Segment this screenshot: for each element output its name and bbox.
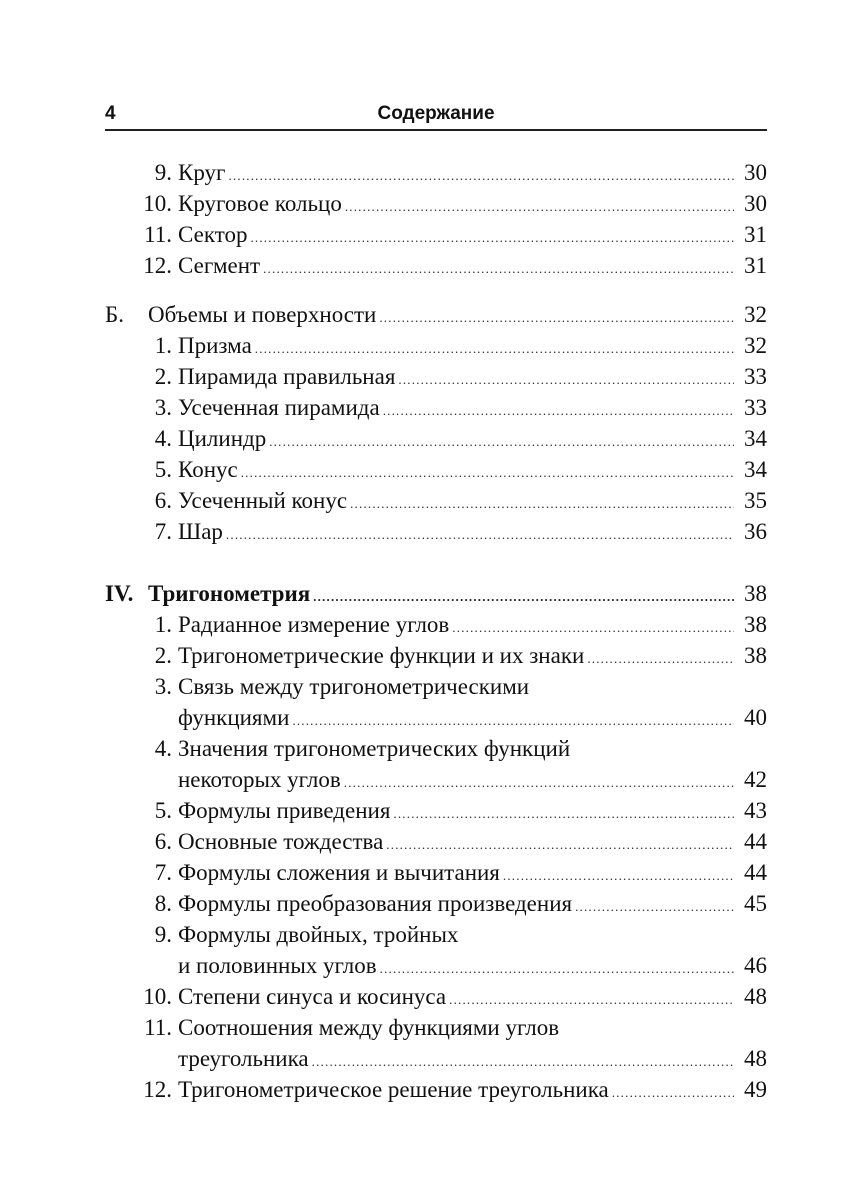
entry-title: Сектор	[178, 222, 248, 247]
dot-leader	[503, 860, 734, 891]
toc-section-b[interactable]	[105, 299, 767, 330]
entry-title: Шар	[178, 519, 223, 544]
entry-number: 2.	[154, 643, 172, 668]
entry-title: Тригонометрическое решение треугольника	[178, 1077, 609, 1102]
dot-leader	[398, 364, 734, 395]
toc-entry-trig-values-cont[interactable]	[105, 764, 767, 795]
entry-title: Основные тождества	[178, 829, 384, 854]
dot-leader	[255, 333, 734, 364]
entry-page: 43	[744, 798, 767, 823]
entry-title: Круг	[178, 160, 226, 185]
toc-entry-trig-relations-cont[interactable]	[105, 702, 767, 733]
toc-entry-identities[interactable]	[105, 826, 767, 857]
dot-leader	[269, 426, 734, 457]
entry-page: 30	[744, 191, 767, 216]
toc-entry-sector[interactable]	[105, 219, 767, 250]
entry-title-continued: треугольника	[178, 1046, 309, 1071]
dot-leader	[350, 488, 734, 519]
toc-entry-truncated-cone[interactable]	[105, 485, 767, 516]
entry-title: Формулы сложения и вычитания	[178, 860, 500, 885]
dot-leader	[575, 891, 734, 922]
entry-number: 3.	[154, 674, 172, 699]
dot-leader	[313, 581, 734, 612]
entry-page: 45	[744, 891, 767, 916]
entry-number: 10.	[143, 984, 172, 1009]
entry-number: 4.	[154, 426, 172, 451]
dot-leader	[226, 519, 734, 550]
toc-entry-addition-formulas[interactable]	[105, 857, 767, 888]
section-title: Тригонометрия	[148, 581, 311, 606]
entry-number: 12.	[143, 253, 172, 278]
entry-number: 11.	[144, 1015, 172, 1040]
table-of-contents	[105, 157, 767, 1105]
toc-entry-trig-relations[interactable]	[105, 671, 767, 702]
entry-page: 30	[744, 160, 767, 185]
entry-page: 48	[744, 1046, 767, 1071]
entry-number: 5.	[154, 798, 172, 823]
entry-page: 33	[744, 395, 767, 420]
section-page: 32	[744, 302, 767, 327]
toc-section-iv[interactable]	[105, 578, 767, 609]
dot-leader	[312, 1046, 734, 1077]
dot-leader	[452, 612, 734, 643]
entry-title-continued: функциями	[178, 705, 290, 730]
dot-leader	[241, 457, 734, 488]
entry-page: 32	[744, 333, 767, 358]
entry-title: Цилиндр	[178, 426, 267, 451]
entry-page: 34	[744, 426, 767, 451]
toc-entry-powers[interactable]	[105, 981, 767, 1012]
toc-entry-sphere[interactable]	[105, 516, 767, 547]
entry-title: Усеченная пирамида	[178, 395, 380, 420]
toc-entry-pyramid[interactable]	[105, 361, 767, 392]
dot-leader	[393, 798, 734, 829]
entry-page: 44	[744, 829, 767, 854]
entry-number: 7.	[154, 860, 172, 885]
toc-entry-radian-measure[interactable]	[105, 609, 767, 640]
toc-entry-circle[interactable]	[105, 157, 767, 188]
dot-leader	[383, 395, 734, 426]
toc-entry-triangle-solution[interactable]	[105, 1074, 767, 1105]
section-number: Б.	[105, 302, 124, 327]
entry-page: 46	[744, 953, 767, 978]
section-page: 38	[744, 581, 767, 606]
section-title: Объемы и поверхности	[148, 302, 377, 327]
entry-number: 2.	[154, 364, 172, 389]
dot-leader	[449, 984, 734, 1015]
entry-title: Связь между тригонометрическими	[178, 674, 530, 699]
entry-number: 1.	[154, 612, 172, 637]
entry-page: 33	[744, 364, 767, 389]
toc-entry-prism[interactable]	[105, 330, 767, 361]
entry-page: 35	[744, 488, 767, 513]
entry-title: Соотношения между функциями углов	[178, 1015, 560, 1040]
entry-title: Радианное измерение углов	[178, 612, 450, 637]
entry-title: Усеченный конус	[178, 488, 348, 513]
entry-number: 6.	[154, 829, 172, 854]
entry-page: 36	[744, 519, 767, 544]
dot-leader	[379, 302, 734, 333]
entry-page: 49	[744, 1077, 767, 1102]
entry-page: 34	[744, 457, 767, 482]
page-number: 4	[105, 103, 116, 124]
toc-entry-trig-functions[interactable]	[105, 640, 767, 671]
entry-title: Формулы приведения	[178, 798, 391, 823]
entry-title: Пирамида правильная	[178, 364, 396, 389]
entry-number: 9.	[154, 922, 172, 947]
entry-title: Круговое кольцо	[178, 191, 342, 216]
toc-entry-cylinder[interactable]	[105, 423, 767, 454]
header-rule	[105, 129, 767, 131]
toc-entry-cone[interactable]	[105, 454, 767, 485]
toc-entry-truncated-pyramid[interactable]	[105, 392, 767, 423]
toc-entry-trig-values[interactable]	[105, 733, 767, 764]
entry-title: Тригонометрические функции и их знаки	[178, 643, 585, 668]
toc-entry-multiple-angles[interactable]	[105, 919, 767, 950]
entry-number: 3.	[154, 395, 172, 420]
dot-leader	[250, 222, 734, 253]
entry-title: Формулы преобразования произведения	[178, 891, 573, 916]
toc-entry-triangle-relations-cont[interactable]	[105, 1043, 767, 1074]
toc-entry-reduction-formulas[interactable]	[105, 795, 767, 826]
entry-title: Конус	[178, 457, 238, 482]
entry-number: 7.	[154, 519, 172, 544]
entry-title: Степени синуса и косинуса	[178, 984, 447, 1009]
entry-number: 1.	[154, 333, 172, 358]
toc-entry-annulus[interactable]	[105, 188, 767, 219]
entry-number: 9.	[154, 160, 172, 185]
toc-entry-multiple-angles-cont[interactable]	[105, 950, 767, 981]
entry-page: 38	[744, 643, 767, 668]
entry-number: 10.	[143, 191, 172, 216]
running-header	[105, 101, 767, 127]
entry-title-continued: и половинных углов	[178, 953, 377, 978]
entry-number: 5.	[154, 457, 172, 482]
dot-leader	[228, 160, 734, 191]
entry-number: 11.	[144, 222, 172, 247]
entry-title: Призма	[178, 333, 252, 358]
entry-page: 40	[744, 705, 767, 730]
entry-page: 42	[744, 767, 767, 792]
entry-title: Значения тригонометрических функций	[178, 736, 571, 761]
section-number: IV.	[105, 581, 134, 606]
entry-page: 48	[744, 984, 767, 1009]
entry-number: 8.	[154, 891, 172, 916]
spacer	[105, 547, 767, 578]
entry-title-continued: некоторых углов	[178, 767, 341, 792]
dot-leader	[345, 191, 734, 222]
entry-page: 38	[744, 612, 767, 637]
dot-leader	[612, 1077, 734, 1108]
dot-leader	[263, 253, 734, 284]
entry-title: Формулы двойных, тройных	[178, 922, 459, 947]
toc-entry-triangle-relations[interactable]	[105, 1012, 767, 1043]
entry-number: 12.	[143, 1077, 172, 1102]
entry-number: 6.	[154, 488, 172, 513]
entry-title: Сегмент	[178, 253, 261, 278]
running-title: Содержание	[377, 103, 495, 124]
entry-page: 31	[744, 222, 767, 247]
toc-entry-product-formulas[interactable]	[105, 888, 767, 919]
entry-number: 4.	[154, 736, 172, 761]
entry-page: 44	[744, 860, 767, 885]
dot-leader	[344, 767, 734, 798]
toc-entry-segment[interactable]	[105, 250, 767, 281]
entry-page: 31	[744, 253, 767, 278]
dot-leader	[292, 705, 734, 736]
dot-leader	[386, 829, 734, 860]
dot-leader	[587, 643, 734, 674]
dot-leader	[380, 953, 734, 984]
